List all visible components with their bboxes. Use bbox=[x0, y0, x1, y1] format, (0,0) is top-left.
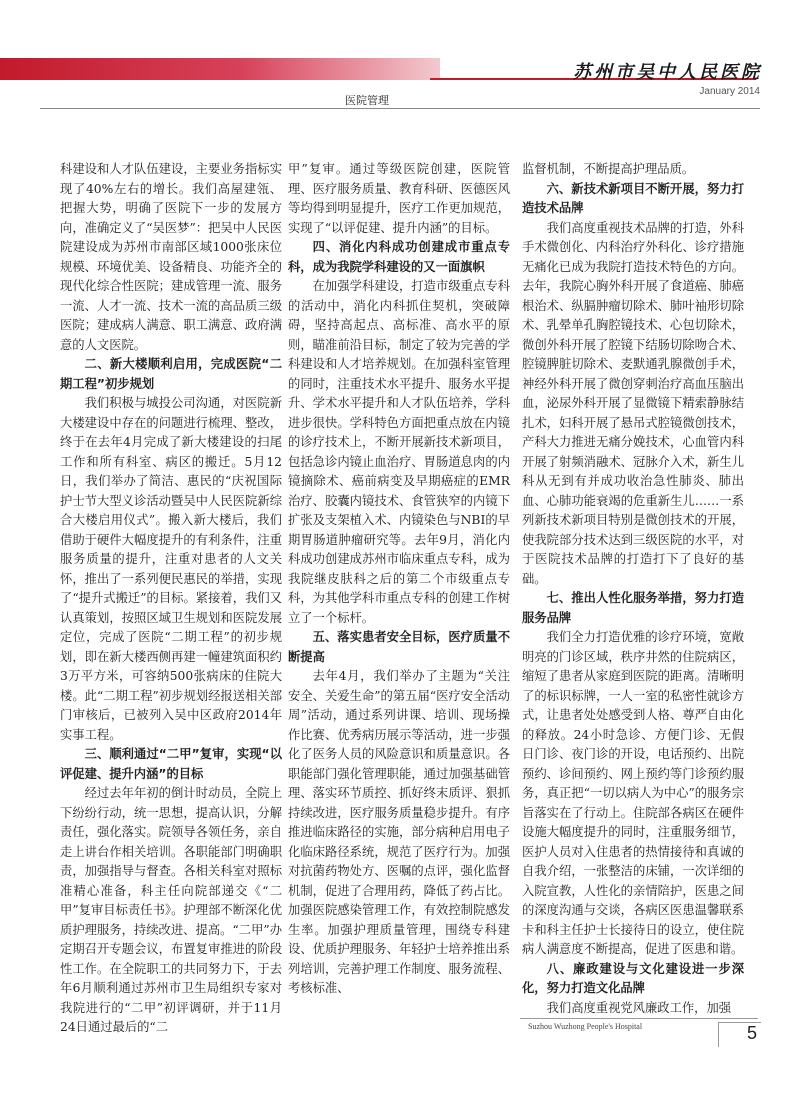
footer-divider bbox=[520, 1018, 758, 1019]
body-paragraph: 我们积极与城投公司沟通，对医院新大楼建设中存在的问题进行梳理、整改，终于在去年4月完成了新大楼建设的扫尾工作和所有科室、病区的搬迁。5月12日，我们举办了简洁、惠民的“庆祝国际护士节大型义诊活动暨吴中人民医院新综合大楼启用仪式”。搬入新大楼后，我们借助于硬件大幅度提升的有利条件，注重服务质量的提升，注重对患者的人文关怀，推出了一系列便民惠民的举措，实现了“提升式搬迁”的目标。紧接着，我们又认真策划，按照区域卫生规划和医院发展定位，完成了医院“二期工程”的初步规划，即在新大楼西侧再建一幢建筑面积约3万平方米，可容纳500张病床的住院大楼。此“二期工程”初步规划经报送相关部门审核后，已被列入吴中区政府2014年实事工程。 bbox=[60, 396, 282, 742]
header-red-bar bbox=[0, 58, 440, 80]
body-paragraph: 监督机制，不断提高护理品质。 bbox=[522, 162, 695, 176]
body-paragraph: 我们高度重视党风廉政工作，加强 bbox=[546, 1000, 732, 1015]
header-divider bbox=[40, 108, 760, 109]
section-heading: 六、新技术新项目不断开展，努力打造技术品牌 bbox=[522, 181, 744, 215]
body-paragraph: 我们高度重视技术品牌的打造，外科手术微创化、内科治疗外科化、诊疗措施无痛化已成为我院打造技术特色的方向。去年，我院心胸外科开展了食道癌、肺癌根治术、纵膈肿瘤切除术、肺叶袖形切除术、乳晕单孔胸腔镜技术、心包切除术，微创外科开展了腔镜下结肠切除吻合术、腔镜脾脏切除术、麦默通乳腺微创手术，神经外科开展了微创穿刺治疗高血压脑出血，泌尿外科开展了显微镜下精索静脉结扎术，妇科开展了悬吊式腔镜微创技术，产科大力推进无痛分娩技术，心血管内科开展了射频消融术、冠脉介入术，新生儿科从无到有并成功收治急性肺炎、肺出血、心肺功能衰竭的危重新生儿……一系列新技术新项目特别是微创技术的开展，使我院部分技术达到三级医院的水平，对于医院技术品牌的打造打下了良好的基础。 bbox=[522, 220, 744, 586]
section-heading: 三、顺利通过“二甲”复审，实现“以评促建、提升内涵”的目标 bbox=[60, 747, 282, 781]
section-heading: 四、消化内科成功创建成市重点专科，成为我院学科建设的又一面旗帜 bbox=[288, 240, 510, 274]
section-heading: 八、廉政建设与文化建设进一步深化，努力打造文化品牌 bbox=[522, 961, 744, 995]
body-paragraph: 我们全力打造优雅的诊疗环境，宽敞明亮的门诊区域，秩序井然的住院病区，缩短了患者从家庭到医院的距离。清晰明了的标识标牌，一人一室的私密性就诊方式，让患者处处感受到人格、尊严自由化的释放。24小时急诊、方便门诊、无假日门诊、夜门诊的开设，电话预约、出院预约、诊间预约、网上预约等门诊预约服务，真正把“一切以病人为中心”的服务宗旨落实在了行动上。住院部各病区在硬件设施大幅度提升的同时，注重服务细节，医护人员对入住患者的热情接待和真诚的自我介绍，一张整洁的床铺，一次详细的入院宣教，人性化的亲情陪护，医患之间的深度沟通与交谈，各病区医患温馨联系卡和科主任护士长接待日的设立，使住院病人满意度不断提高，促进了医患和谐。 bbox=[522, 630, 744, 956]
footer-hospital-name: Suzhou Wuzhong People's Hospital bbox=[528, 1022, 643, 1031]
text-column-1 bbox=[60, 160, 282, 1038]
section-heading: 二、新大楼顺利启用，完成医院“二期工程”初步规划 bbox=[60, 357, 282, 391]
hospital-name: 苏州市吴中人民医院 bbox=[573, 62, 762, 83]
body-paragraph: 科建设和人才队伍建设，主要业务指标实现了40%左右的增长。我们高屋建瓴、把握大势，明确了医院下一步的发展方向，准确定义了“吴医梦”：把吴中人民医院建设成为苏州市南部区域1000张床位规模、环境优美、设备精良、功能齐全的现代化综合性医院；建成管理一流、服务一流、人才一流、技术一流的高品质三级医院；建成病人满意、职工满意、政府满意的人文医院。 bbox=[60, 162, 282, 352]
body-paragraph: 经过去年年初的倒计时动员，全院上下纷纷行动，统一思想，提高认识，分解责任，强化落实。院领导各领任务，亲自走上讲台作相关培训。各职能部门明确职责，加强指导与督查。各相关科室对照标准精心准备，科主任向院部递交《“二甲”复审目标责任书》。护理部不断深化优质护理服务，持续改进、提高。“二甲”办定期召开专题会议，布置复审推进的阶段性工作。在全院职工的共同努力下，于去年6月顺利通过苏州市卫生局组织专家对我院进行的“二甲”初评调研，并于11月24日通过最后的“二 bbox=[60, 786, 282, 1034]
top-band bbox=[0, 0, 800, 54]
section-heading: 五、落实患者安全目标，医疗质量不断提高 bbox=[288, 630, 510, 664]
body-paragraph: 去年4月，我们举办了主题为“关注安全、关爱生命”的第五届“医疗安全活动周”活动，通过系列讲课、培训、现场操作比赛、优秀病历展示等活动，进一步强化了医务人员的风险意识和质量意识。各职能部门强化管理职能，通过加强基础管理、落实环节质控、抓好终末质评、狠抓持续改进，医疗服务质量稳步提升。有序推进临床路径的实施，部分病种启用电子化临床路径系统，规范了医疗行为。加强对抗菌药物处方、医嘱的点评，强化监督机制，促进了合理用药，降低了药占比。加强医院感染管理工作，有效控制院感发生率。加强护理质量管理，围绕专科建设、优质护理服务、年轻护士培养推出系列培训，完善护理工作制度、服务流程、考核标准、 bbox=[288, 669, 510, 995]
section-title: 医院管理 bbox=[345, 94, 389, 107]
issue-date: January 2014 bbox=[699, 86, 760, 97]
page-number: 5 bbox=[746, 1023, 757, 1043]
body-paragraph: 在加强学科建设，打造市级重点专科的活动中，消化内科抓住契机，突破障碍，坚持高起点、高标准、高水平的原则，瞄准前沿目标，制定了较为完善的学科建设和人才培养规划。在加强科室管理的同时，注重技术水平提升、服务水平提升、学术水平提升和人才队伍培养，学科进步很快。学科特色方面把重点放在内镜的诊疗技术上，不断开展新技术新项目，包括急诊内镜止血治疗、胃肠道息肉的内镜摘除术、癌前病变及早期癌症的EMR治疗、胶囊内镜技术、食管狭窄的内镜下扩张及支架植入术、内镜染色与NBI的早期胃肠道肿瘤研究等。去年9月，消化内科成功创建成苏州市临床重点专科，成为我院继皮肤科之后的第二个市级重点专科，为其他学科市重点专科的创建工作树立了一个标杆。 bbox=[288, 279, 510, 625]
section-heading: 七、推出人性化服务举措，努力打造服务品牌 bbox=[522, 591, 744, 625]
page-number-box bbox=[718, 1022, 761, 1047]
body-paragraph: 甲”复审。通过等级医院创建，医院管理、医疗服务质量、教育科研、医德医风等均得到明显提升，医疗工作更加规范，实现了“以评促建、提升内涵”的目标。 bbox=[288, 162, 510, 235]
text-column-3 bbox=[522, 160, 744, 1018]
text-column-2 bbox=[288, 160, 510, 999]
